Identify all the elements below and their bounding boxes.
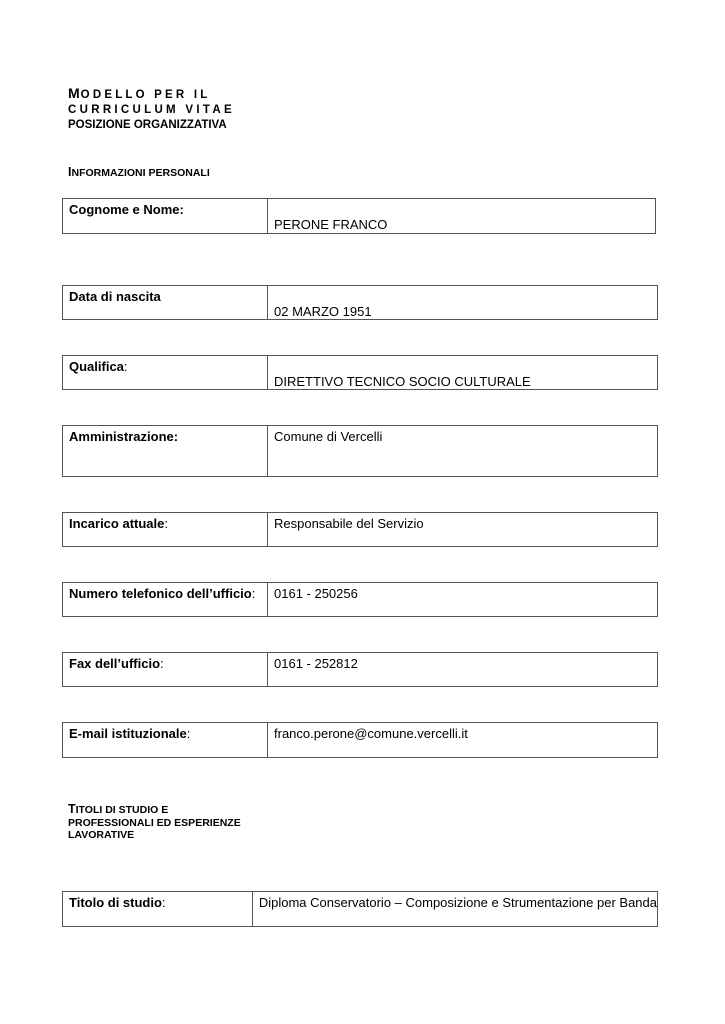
studies-heading-line-2: PROFESSIONALI ED ESPERIENZE <box>68 816 241 829</box>
title-line-3: POSIZIONE ORGANIZZATIVA <box>68 119 227 131</box>
field-value-telefono: 0161 - 250256 <box>274 586 358 601</box>
field-value-titolo: Diploma Conservatorio – Composizione e Strumentazione per Banda <box>258 895 657 910</box>
field-value-email: franco.perone@comune.vercelli.it <box>274 726 468 741</box>
field-label-birth: Data di nascita <box>63 286 268 319</box>
studies-heading-line-1-text: ITOLI DI STUDIO E <box>75 804 169 816</box>
field-value-birth: 02 MARZO 1951 <box>274 304 372 319</box>
personal-heading-text: NFORMAZIONI PERSONALI <box>71 167 210 179</box>
field-label-email: E-mail istituzionale: <box>63 723 268 757</box>
field-row-birth <box>62 285 658 320</box>
field-value-incarico: Responsabile del Servizio <box>274 516 424 531</box>
field-label-telefono: Numero telefonico dell’ufficio: <box>63 583 268 616</box>
field-row-titolo <box>62 891 658 927</box>
field-row-email <box>62 722 658 758</box>
field-row-name <box>62 198 656 234</box>
field-label-name: Cognome e Nome: <box>63 199 268 233</box>
field-label-titolo: Titolo di studio: <box>63 892 253 926</box>
field-row-telefono <box>62 582 658 617</box>
field-label-incarico: Incarico attuale: <box>63 513 268 546</box>
field-value-name: PERONE FRANCO <box>274 217 388 232</box>
field-value-qualifica: DIRETTIVO TECNICO SOCIO CULTURALE <box>274 374 531 389</box>
title-line-1-text: ODELLO PER IL <box>80 89 211 101</box>
studies-heading-line-1 <box>68 803 241 817</box>
title-initial: M <box>68 85 81 101</box>
studies-heading <box>68 803 241 842</box>
title-line-1 <box>68 86 235 102</box>
field-value-fax: 0161 - 252812 <box>274 656 358 671</box>
field-value-amministrazione: Comune di Vercelli <box>274 429 383 444</box>
field-row-qualifica <box>62 355 658 390</box>
title-line-2: CURRICULUM VITAE <box>68 104 235 116</box>
field-row-fax <box>62 652 658 687</box>
field-label-fax: Fax dell’ufficio: <box>63 653 268 686</box>
personal-info-heading <box>68 166 210 180</box>
field-label-amministrazione: Amministrazione: <box>63 426 268 476</box>
document-title <box>68 86 235 132</box>
studies-heading-line-3: LAVORATIVE <box>68 829 135 841</box>
personal-heading-initial: I <box>68 165 72 179</box>
studies-heading-initial: T <box>68 802 76 816</box>
field-label-qualifica: Qualifica: <box>63 356 268 389</box>
field-row-incarico <box>62 512 658 547</box>
field-row-amministrazione <box>62 425 658 477</box>
